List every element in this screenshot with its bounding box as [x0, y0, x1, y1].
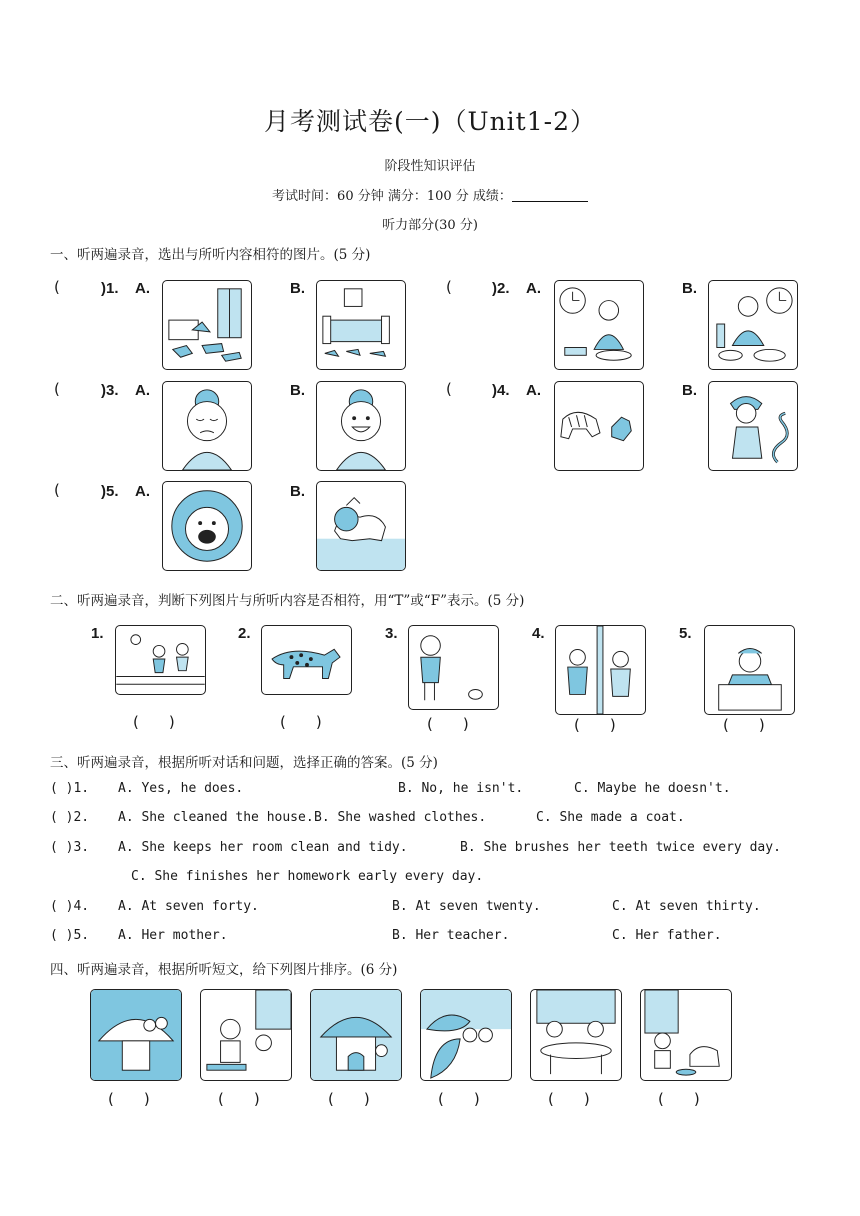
happy-girl-illustration — [317, 382, 405, 470]
q2-image-b[interactable] — [708, 280, 798, 370]
s2-image-2 — [261, 625, 352, 695]
s4-answer-4[interactable]: ( ) — [438, 1090, 480, 1108]
boy-eating-clock-illustration — [555, 281, 643, 369]
q5-number: )5. — [101, 483, 119, 500]
answer-paren[interactable]: ( — [54, 278, 60, 296]
s4-answer-1[interactable]: ( ) — [108, 1090, 150, 1108]
q4-number: )4. — [492, 382, 510, 399]
s3-q1-number[interactable]: ( )1. — [50, 781, 90, 796]
tiger-and-fox-illustration — [555, 382, 643, 470]
man-eating-clock-illustration — [709, 281, 797, 369]
exam-info-text: 考试时间：60 分钟 满分：100 分 成绩： — [272, 189, 512, 204]
section3-heading: 三、听两遍录音，根据所听对话和问题，选择正确的答案。(5 分) — [50, 755, 438, 771]
s4-image-6 — [640, 989, 732, 1081]
s4-answer-5[interactable]: ( ) — [548, 1090, 590, 1108]
s2-answer-4[interactable]: ( ) — [574, 716, 616, 734]
animals-at-table-illustration — [531, 990, 621, 1080]
s3-q2-option-c[interactable]: C. She made a coat. — [536, 810, 685, 825]
q1-number: )1. — [101, 280, 119, 297]
messy-room-illustration — [163, 281, 251, 369]
s4-image-5 — [530, 989, 622, 1081]
q1-option-b: B. — [290, 280, 305, 297]
s2-answer-2[interactable]: ( ) — [280, 713, 322, 731]
q4-image-b[interactable] — [708, 381, 798, 471]
s3-q1-option-c[interactable]: C. Maybe he doesn't. — [574, 781, 731, 796]
q3-image-b[interactable] — [316, 381, 406, 471]
answer-paren[interactable]: ( — [446, 278, 452, 296]
s4-answer-2[interactable]: ( ) — [218, 1090, 260, 1108]
s2-image-1 — [115, 625, 206, 695]
q5-option-b: B. — [290, 483, 305, 500]
s3-q3-option-a[interactable]: A. She keeps her room clean and tidy. — [118, 840, 408, 855]
s2-item-3-label: 3. — [385, 625, 398, 642]
q3-option-b: B. — [290, 382, 305, 399]
answer-paren[interactable]: ( — [54, 380, 60, 398]
page-title: 月考测试卷(一)（Unit1-2） — [264, 107, 596, 136]
section4-heading: 四、听两遍录音，根据所听短文，给下列图片排序。(6 分) — [50, 962, 398, 978]
s2-item-1-label: 1. — [91, 625, 104, 642]
s2-answer-3[interactable]: ( ) — [427, 715, 469, 733]
q1-option-a: A. — [135, 280, 150, 297]
s3-q5-option-a[interactable]: A. Her mother. — [118, 928, 228, 943]
exam-info — [0, 185, 860, 204]
q1-image-b[interactable] — [316, 280, 406, 370]
q2-option-b: B. — [682, 280, 697, 297]
girl-and-mouse-illustration — [409, 626, 498, 709]
mushroom-house-snow-illustration — [311, 990, 401, 1080]
listening-part-label: 听力部分(30 分) — [382, 218, 478, 233]
s3-q4-number[interactable]: ( )4. — [50, 899, 90, 914]
s2-image-3 — [408, 625, 499, 710]
answer-paren[interactable]: ( — [54, 481, 60, 499]
dog-and-rabbit-at-window-illustration — [201, 990, 291, 1080]
s4-image-4 — [420, 989, 512, 1081]
s3-q3-number[interactable]: ( )3. — [50, 840, 90, 855]
s2-answer-5[interactable]: ( ) — [723, 716, 765, 734]
s3-q1-option-a[interactable]: A. Yes, he does. — [118, 781, 244, 796]
leopard-illustration — [262, 626, 351, 694]
q2-option-a: A. — [526, 280, 541, 297]
s4-answer-3[interactable]: ( ) — [328, 1090, 370, 1108]
lion-running-illustration — [317, 482, 405, 570]
s3-q2-option-a[interactable]: A. She cleaned the house. — [118, 810, 314, 825]
children-at-door-illustration — [556, 626, 645, 714]
s2-image-5 — [704, 625, 795, 715]
s3-q3-option-c[interactable]: C. She finishes her homework early every day. — [131, 869, 484, 884]
messy-living-room-illustration — [317, 281, 405, 369]
boy-sleeping-at-desk-illustration — [705, 626, 794, 714]
q3-option-a: A. — [135, 382, 150, 399]
s2-item-4-label: 4. — [532, 625, 545, 642]
q3-image-a[interactable] — [162, 381, 252, 471]
score-blank[interactable] — [512, 189, 588, 202]
s3-q2-number[interactable]: ( )2. — [50, 810, 90, 825]
animals-with-leaf-illustration — [421, 990, 511, 1080]
q2-image-a[interactable] — [554, 280, 644, 370]
answer-paren[interactable]: ( — [446, 380, 452, 398]
s2-item-2-label: 2. — [238, 625, 251, 642]
s3-q4-option-b[interactable]: B. At seven twenty. — [392, 899, 541, 914]
s3-q5-option-b[interactable]: B. Her teacher. — [392, 928, 510, 943]
q4-option-b: B. — [682, 382, 697, 399]
q5-option-a: A. — [135, 483, 150, 500]
lion-roaring-illustration — [163, 482, 251, 570]
s3-q5-number[interactable]: ( )5. — [50, 928, 90, 943]
s3-q2-option-b[interactable]: B. She washed clothes. — [314, 810, 487, 825]
q2-number: )2. — [492, 280, 510, 297]
s4-image-3 — [310, 989, 402, 1081]
s3-q4-option-c[interactable]: C. At seven thirty. — [612, 899, 761, 914]
children-running-illustration — [116, 626, 205, 694]
s2-item-5-label: 5. — [679, 625, 692, 642]
s3-q1-option-b[interactable]: B. No, he isn't. — [398, 781, 524, 796]
page-subtitle: 阶段性知识评估 — [384, 159, 476, 174]
s2-image-4 — [555, 625, 646, 715]
q5-image-a[interactable] — [162, 481, 252, 571]
q5-image-b[interactable] — [316, 481, 406, 571]
q1-image-a[interactable] — [162, 280, 252, 370]
q4-image-a[interactable] — [554, 381, 644, 471]
section1-heading: 一、听两遍录音，选出与所听内容相符的图片。(5 分) — [50, 247, 371, 263]
section2-heading: 二、听两遍录音，判断下列图片与所听内容是否相符，用“T”或“F”表示。(5 分) — [50, 593, 525, 609]
s3-q4-option-a[interactable]: A. At seven forty. — [118, 899, 259, 914]
q3-number: )3. — [101, 382, 119, 399]
q4-option-a: A. — [526, 382, 541, 399]
s2-answer-1[interactable]: ( ) — [133, 713, 175, 731]
crying-girl-illustration — [163, 382, 251, 470]
s3-q5-option-c[interactable]: C. Her father. — [612, 928, 722, 943]
s4-image-2 — [200, 989, 292, 1081]
snake-charmer-illustration — [709, 382, 797, 470]
s4-image-1 — [90, 989, 182, 1081]
mushroom-house-rain-illustration — [91, 990, 181, 1080]
s4-answer-6[interactable]: ( ) — [658, 1090, 700, 1108]
rabbit-and-cat-eating-illustration — [641, 990, 731, 1080]
s3-q3-option-b[interactable]: B. She brushes her teeth twice every day. — [460, 840, 781, 855]
